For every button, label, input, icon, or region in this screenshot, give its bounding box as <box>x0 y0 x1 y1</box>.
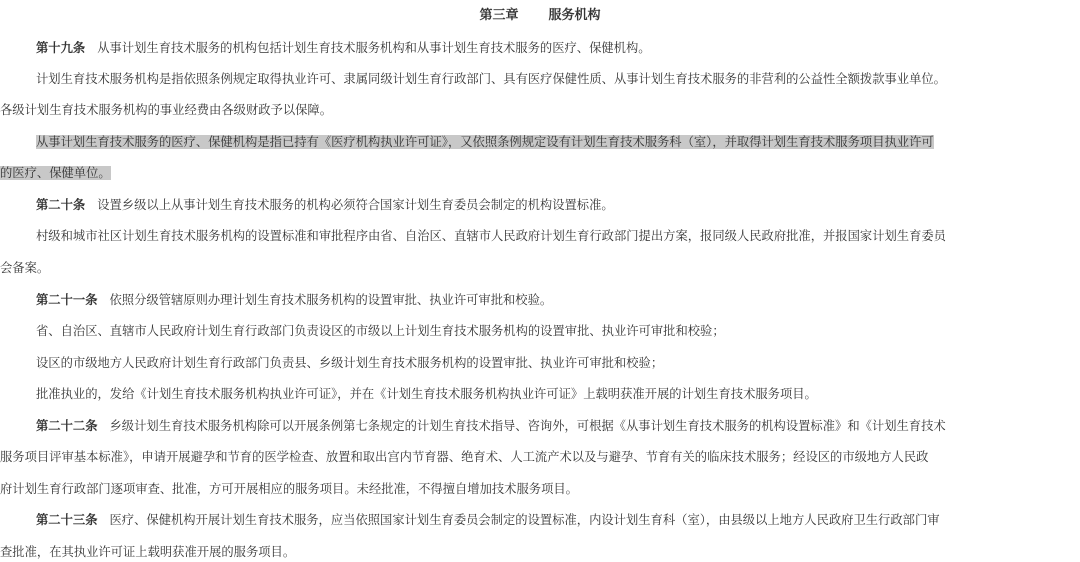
line-text: 批准执业的，发给《计划生育技术服务机构执业许可证》，并在《计划生育技术服务机构执业许可证》上载明获准开展的计划生育技术服务项目。 <box>36 387 817 401</box>
line-text: 府计划生育行政部门逐项审查、批准，方可开展相应的服务项目。未经批准，不得擅自增加技术服务项目。 <box>0 482 578 496</box>
selected-text <box>36 135 934 149</box>
line-text: 省、自治区、直辖市人民政府计划生育行政部门负责设区的市级以上计划生育技术服务机构的设置审批、执业许可审批和校验； <box>36 324 725 338</box>
text-line <box>0 100 1074 120</box>
text-line <box>0 353 1080 373</box>
chapter-name: 服务机构 <box>548 8 601 23</box>
article-number: 第十九条 <box>36 41 86 55</box>
line-text: 医疗、保健机构开展计划生育技术服务，应当依照国家计划生育委员会制定的设置标准，内设计划生育科（室），由县级以上地方人民政府卫生行政部门审 <box>109 513 940 527</box>
text-line <box>0 447 1074 467</box>
text-line <box>0 258 1074 278</box>
chapter-label: 第三章 <box>479 8 519 23</box>
line-text: 设置乡级以上从事计划生育技术服务的机构必须符合国家计划生育委员会制定的机构设置标准。 <box>97 198 614 212</box>
line-text: 会备案。 <box>0 261 50 275</box>
text-line <box>0 163 1074 183</box>
article-line <box>0 416 1080 436</box>
line-text: 设区的市级地方人民政府计划生育行政部门负责县、乡级计划生育技术服务机构的设置审批、执业许可审批和校验； <box>36 356 664 370</box>
text-line <box>0 384 1080 404</box>
chapter-title <box>0 6 1080 26</box>
line-text: 村级和城市社区计划生育技术服务机构的设置标准和审批程序由省、自治区、直辖市人民政府计划生育行政部门提出方案，报同级人民政府批准，并报国家计划生育委员 <box>36 229 946 243</box>
line-text: 计划生育技术服务机构是指依照条例规定取得执业许可、隶属同级计划生育行政部门、具有医疗保健性质、从事计划生育技术服务的非营利的公益性全额拨款事业单位。 <box>36 72 946 86</box>
article-number: 第二十一条 <box>36 293 98 307</box>
text-line <box>0 542 1074 562</box>
article-line <box>0 195 1080 215</box>
line-text: 查批准，在其执业许可证上载明获准开展的服务项目。 <box>0 545 296 559</box>
article-line <box>0 510 1080 530</box>
line-text: 各级计划生育技术服务机构的事业经费由各级财政予以保障。 <box>0 103 333 117</box>
line-text: 从事计划生育技术服务的医疗、保健机构是指已持有《医疗机构执业许可证》，又依照条例规定设有计划生育技术服务科（室），并取得计划生育技术服务项目执业许可 <box>36 135 934 149</box>
article-number: 第二十三条 <box>36 513 98 527</box>
line-text: 服务项目评审基本标准》，申请开展避孕和节育的医学检查、放置和取出宫内节育器、绝育术、人工流产术以及与避孕、节育有关的临床技术服务；经设区的市级地方人民政 <box>0 450 929 464</box>
text-line <box>0 132 1080 152</box>
article-line <box>0 38 1080 58</box>
line-text: 从事计划生育技术服务的机构包括计划生育技术服务机构和从事计划生育技术服务的医疗、保健机构。 <box>97 41 651 55</box>
text-line <box>0 321 1080 341</box>
text-line <box>0 479 1074 499</box>
line-text: 乡级计划生育技术服务机构除可以开展条例第七条规定的计划生育技术指导、咨询外，可根据《从事计划生育技术服务的机构设置标准》和《计划生育技术 <box>109 419 946 433</box>
article-number: 第二十条 <box>36 198 86 212</box>
selected-text <box>0 166 111 180</box>
line-text: 依照分级管辖原则办理计划生育技术服务机构的设置审批、执业许可审批和校验。 <box>109 293 553 307</box>
text-line <box>0 69 1080 89</box>
text-line <box>0 226 1080 246</box>
article-number: 第二十二条 <box>36 419 98 433</box>
line-text: 的医疗、保健单位。 <box>0 166 111 180</box>
article-line <box>0 290 1080 310</box>
